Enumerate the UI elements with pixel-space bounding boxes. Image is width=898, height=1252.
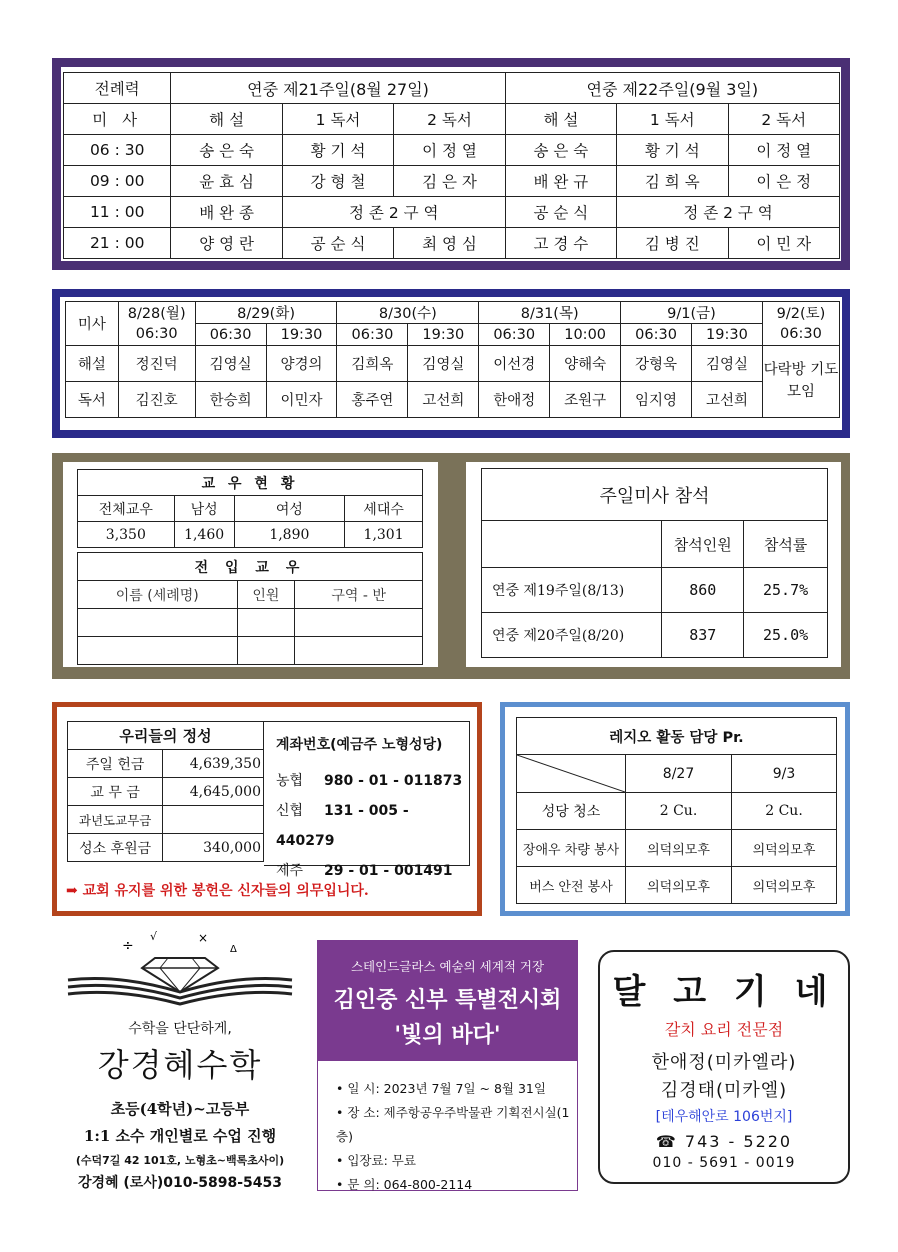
name-cell: 이선경 — [479, 346, 550, 382]
week2-title: 연중 제22주일(9월 3일) — [505, 73, 839, 104]
weekday-table — [65, 301, 840, 418]
restaurant-ad — [598, 950, 850, 1184]
bank-number: 29 - 01 - 001491 — [324, 863, 453, 879]
reading-label: 독서 — [66, 382, 119, 418]
date-header: 8/27 — [626, 755, 732, 793]
duty-value: 의덕의모후 — [626, 867, 732, 904]
mass-time: 09 : 00 — [64, 166, 171, 197]
name-cell: 고 경 수 — [505, 228, 616, 259]
account-box — [264, 721, 470, 879]
exhibition-banner — [318, 941, 577, 1061]
offering-label: 교 무 금 — [68, 778, 163, 806]
name-cell: 이 정 열 — [394, 135, 505, 166]
rate-cell: 25.0% — [744, 613, 828, 658]
math-name: 강경혜수학 — [97, 1046, 263, 1084]
bank-name: 신협 — [276, 803, 304, 819]
name-cell: 김 은 자 — [394, 166, 505, 197]
svg-text:√: √ — [150, 930, 158, 943]
name-cell: 홍주연 — [337, 382, 408, 418]
name-cell: 송 은 숙 — [171, 135, 282, 166]
offering-amount: 4,639,350 — [163, 750, 264, 778]
diagonal-cell — [517, 755, 626, 793]
name-cell: 정진덕 — [118, 346, 195, 382]
col-header: 참석인원 — [662, 521, 744, 568]
offering-table — [67, 721, 264, 862]
sub-reading1: 1 독서 — [617, 104, 728, 135]
mass-time: 06:30 — [479, 324, 550, 346]
mass-label: 미사 — [66, 302, 119, 346]
duty-value: 2 Cu. — [626, 793, 732, 830]
account-holder: (예금주 노형성당) — [330, 737, 443, 753]
name-cell: 김진호 — [118, 382, 195, 418]
empty-cell — [78, 637, 238, 665]
empty-cell — [78, 609, 238, 637]
name-cell: 김영실 — [195, 346, 266, 382]
parishioner-title: 교 우 현 황 — [78, 470, 423, 496]
day-date: 8/31(목) — [479, 302, 621, 324]
empty-cell — [237, 609, 295, 637]
week1-title: 연중 제21주일(8월 27일) — [171, 73, 505, 104]
table-row — [482, 568, 828, 613]
math-contact: 강경혜 (로사)010-5898-5453 — [77, 1175, 283, 1191]
diagonal-line — [517, 755, 625, 792]
svg-text:×: × — [198, 931, 209, 945]
exhibition-title2: '빛의 바다' — [394, 1023, 501, 1048]
bank-name: 농협 — [276, 773, 304, 789]
restaurant-mobile: 010 - 5691 - 0019 — [652, 1155, 796, 1171]
name-cell: 한승희 — [195, 382, 266, 418]
col-header: 여성 — [234, 496, 345, 522]
exhibition-details — [318, 1061, 577, 1197]
offering-amount: 340,000 — [163, 834, 264, 862]
name-cell: 김희옥 — [337, 346, 408, 382]
bank-row — [276, 796, 469, 856]
bank-row — [276, 766, 469, 796]
group-cell: 정 존 2 구 역 — [282, 197, 505, 228]
name-cell: 황 기 석 — [617, 135, 728, 166]
exhibition-item: • 문 의: 064-800-2114 — [336, 1177, 473, 1192]
svg-text:Δ: Δ — [230, 944, 237, 955]
col-header: 전체교우 — [78, 496, 175, 522]
col-header: 구역 - 반 — [295, 581, 423, 609]
offering-label: 성소 후원금 — [68, 834, 163, 862]
day-date: 9/1(금) — [621, 302, 763, 324]
mass-time: 06:30 — [195, 324, 266, 346]
name-cell: 조원구 — [550, 382, 621, 418]
bank-list — [276, 766, 469, 886]
name-cell: 김영실 — [408, 346, 479, 382]
restaurant-address: [테우해안로 106번지] — [655, 1109, 793, 1125]
mass-time: 06:30 — [337, 324, 408, 346]
value-cell: 1,301 — [345, 522, 423, 548]
name-cell: 배 완 종 — [171, 197, 282, 228]
value-cell: 1,890 — [234, 522, 345, 548]
name-cell: 송 은 숙 — [505, 135, 616, 166]
math-academy-ad — [50, 930, 310, 1190]
header-label: 전례력 — [64, 73, 171, 104]
empty-cell — [482, 521, 662, 568]
mass-time: 19:30 — [692, 324, 763, 346]
mass-time: 06:30 — [118, 324, 195, 346]
offering-title: 우리들의 정성 — [68, 722, 264, 750]
sub-reading2: 2 독서 — [728, 104, 839, 135]
duty-label: 장애우 차량 봉사 — [517, 830, 626, 867]
bank-number: 131 - 005 - 440279 — [276, 803, 409, 849]
restaurant-name: 달 고 기 네 — [612, 972, 836, 1012]
name-cell: 이 은 정 — [728, 166, 839, 197]
name-cell: 고선희 — [408, 382, 479, 418]
day-date: 9/2(토) — [762, 302, 839, 324]
liturgy-table — [63, 72, 840, 259]
name-cell: 김영실 — [692, 346, 763, 382]
col-header: 인원 — [237, 581, 295, 609]
account-heading — [276, 734, 469, 754]
math-address: (수덕7길 42 101호, 노형초~백록초사이) — [75, 1154, 285, 1167]
mass-time: 06 : 30 — [64, 135, 171, 166]
exhibition-item: • 입장료: 무료 — [336, 1153, 416, 1168]
name-cell: 황 기 석 — [282, 135, 393, 166]
parishioner-table — [77, 469, 423, 548]
count-cell: 837 — [662, 613, 744, 658]
exhibition-item: • 장 소: 제주항공우주박물관 기획전시실(1층) — [336, 1105, 570, 1144]
name-cell: 한애정 — [479, 382, 550, 418]
offering-warning: ➡ 교회 유지를 위한 봉헌은 신자들의 의무입니다. — [66, 883, 369, 899]
name-cell: 고선희 — [692, 382, 763, 418]
name-cell: 양경의 — [266, 346, 337, 382]
name-cell: 임지영 — [621, 382, 692, 418]
name-cell: 공 순 식 — [505, 197, 616, 228]
sub-reading2: 2 독서 — [394, 104, 505, 135]
count-cell: 860 — [662, 568, 744, 613]
table-row — [64, 228, 840, 259]
name-cell: 김 희 옥 — [617, 166, 728, 197]
mass-time: 11 : 00 — [64, 197, 171, 228]
offering-amount — [163, 806, 264, 834]
name-cell: 이 정 열 — [728, 135, 839, 166]
bank-number: 980 - 01 - 011873 — [324, 773, 463, 789]
name-cell: 양해숙 — [550, 346, 621, 382]
name-cell: 윤 효 심 — [171, 166, 282, 197]
table-row — [64, 166, 840, 197]
newcomer-title: 전 입 교 우 — [78, 553, 423, 581]
date-header: 9/3 — [732, 755, 837, 793]
empty-cell — [237, 637, 295, 665]
name-cell: 이민자 — [266, 382, 337, 418]
empty-cell — [295, 609, 423, 637]
table-row — [482, 613, 828, 658]
prayer-meeting-note: 다락방 기도모임 — [762, 346, 839, 418]
group-cell: 정 존 2 구 역 — [617, 197, 840, 228]
commentary-label: 해설 — [66, 346, 119, 382]
legio-title: 레지오 활동 담당 Pr. — [517, 718, 837, 755]
svg-text:÷: ÷ — [122, 938, 134, 954]
duty-label: 성당 청소 — [517, 793, 626, 830]
duty-value: 의덕의모후 — [626, 830, 732, 867]
col-header: 세대수 — [345, 496, 423, 522]
week-label: 연중 제19주일(8/13) — [482, 568, 662, 613]
owner-name: 김경태(미카엘) — [660, 1080, 788, 1101]
exhibition-ad — [317, 940, 578, 1191]
rate-cell: 25.7% — [744, 568, 828, 613]
legio-table — [516, 717, 837, 904]
duty-value: 의덕의모후 — [732, 830, 837, 867]
name-cell: 강 형 철 — [282, 166, 393, 197]
newcomer-table — [77, 552, 423, 665]
mass-time: 10:00 — [550, 324, 621, 346]
restaurant-phone: ☎ 743 - 5220 — [655, 1132, 793, 1151]
name-cell: 이 민 자 — [728, 228, 839, 259]
col-header: 참석률 — [744, 521, 828, 568]
mass-time: 06:30 — [621, 324, 692, 346]
exhibition-subtitle: 스테인드글라스 예술의 세계적 거장 — [350, 959, 545, 974]
table-row — [64, 135, 840, 166]
empty-cell — [295, 637, 423, 665]
col-header: 이름 (세례명) — [78, 581, 238, 609]
week-label: 연중 제20주일(8/20) — [482, 613, 662, 658]
sub-commentary: 해 설 — [505, 104, 616, 135]
exhibition-title: 김인중 신부 특별전시회 — [333, 988, 562, 1013]
offering-label: 주일 헌금 — [68, 750, 163, 778]
math-tagline: 수학을 단단하게, — [128, 1021, 232, 1037]
sub-mass: 미 사 — [64, 104, 171, 135]
offering-label: 과년도교무금 — [68, 806, 163, 834]
mass-time: 19:30 — [408, 324, 479, 346]
attendance-title: 주일미사 참석 — [482, 469, 828, 521]
sub-reading1: 1 독서 — [282, 104, 393, 135]
account-title: 계좌번호 — [276, 737, 331, 753]
name-cell: 공 순 식 — [282, 228, 393, 259]
math-lesson: 1:1 소수 개인별로 수업 진행 — [83, 1127, 277, 1145]
attendance-table — [481, 468, 828, 658]
value-cell: 1,460 — [174, 522, 234, 548]
duty-label: 버스 안전 봉사 — [517, 867, 626, 904]
name-cell: 양 영 란 — [171, 228, 282, 259]
bank-name: 제주 — [276, 863, 304, 879]
owner-name: 한애정(미카엘라) — [651, 1052, 797, 1073]
mass-time: 19:30 — [266, 324, 337, 346]
name-cell: 김 병 진 — [617, 228, 728, 259]
duty-value: 2 Cu. — [732, 793, 837, 830]
name-cell: 배 완 규 — [505, 166, 616, 197]
offering-amount: 4,645,000 — [163, 778, 264, 806]
diamond-book-logo-icon — [60, 930, 300, 1010]
col-header: 남성 — [174, 496, 234, 522]
day-date: 8/30(수) — [337, 302, 479, 324]
exhibition-item: • 일 시: 2023년 7월 7일 ~ 8월 31일 — [336, 1081, 546, 1096]
day-date: 8/28(월) — [118, 302, 195, 324]
name-cell: 최 영 심 — [394, 228, 505, 259]
name-cell: 강형욱 — [621, 346, 692, 382]
mass-time: 06:30 — [762, 324, 839, 346]
math-grades: 초등(4학년)~고등부 — [110, 1100, 250, 1118]
restaurant-sub: 갈치 요리 전문점 — [664, 1020, 784, 1039]
value-cell: 3,350 — [78, 522, 175, 548]
duty-value: 의덕의모후 — [732, 867, 837, 904]
mass-time: 21 : 00 — [64, 228, 171, 259]
day-date: 8/29(화) — [195, 302, 337, 324]
table-row — [64, 197, 840, 228]
sub-commentary: 해 설 — [171, 104, 282, 135]
